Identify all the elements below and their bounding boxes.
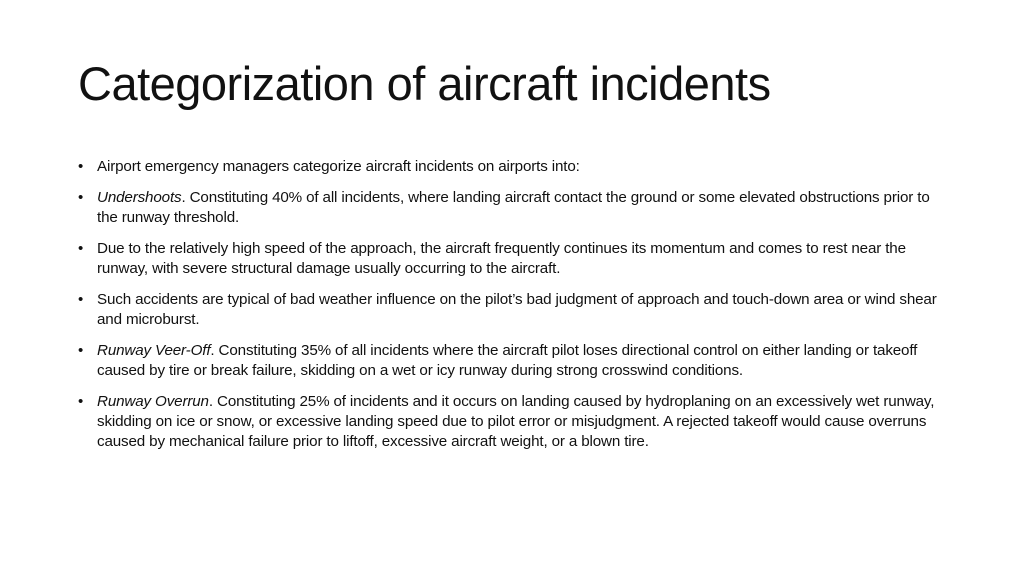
bullet-lead-term: Undershoots [97,189,182,206]
bullet-item [78,157,948,177]
bullet-list [78,157,948,463]
slide-title: Categorization of aircraft incidents [78,57,771,110]
bullet-item [78,239,948,279]
bullet-dot: • [78,158,84,175]
bullet-item [78,188,948,228]
bullet-dot: • [78,393,84,410]
bullet-text: . Constituting 25% of incidents and it occurs on landing caused by hydroplaning on an excessively wet runway, skidding on ice or snow, or excessive landing speed due to pilot error or misjudgment. A rejected takeoff would cause overruns caused by mechanical failure prior to liftoff, excessive aircraft weight, or a blown tire. [97,393,935,450]
bullet-text: . Constituting 40% of all incidents, where landing aircraft contact the ground or some elevated obstructions prior to the runway threshold. [97,189,930,226]
bullet-text: Due to the relatively high speed of the approach, the aircraft frequently continues its momentum and comes to rest near the runway, with severe structural damage usually occurring to the aircraft. [97,240,906,277]
bullet-dot: • [78,342,84,359]
bullet-item [78,392,948,452]
bullet-text: . Constituting 35% of all incidents where the aircraft pilot loses directional control on either landing or takeoff caused by tire or break failure, skidding on a wet or icy runway during strong crosswind conditions. [97,342,918,379]
bullet-dot: • [78,291,84,308]
bullet-item [78,290,948,330]
bullet-text: Such accidents are typical of bad weather influence on the pilot’s bad judgment of approach and touch-down area or wind shear and microburst. [97,291,937,328]
bullet-lead-term: Runway Overrun [97,393,209,410]
bullet-lead-term: Runway Veer-Off [97,342,211,359]
bullet-dot: • [78,189,84,206]
bullet-item [78,341,948,381]
bullet-dot: • [78,240,84,257]
bullet-text: Airport emergency managers categorize aircraft incidents on airports into: [97,158,580,175]
